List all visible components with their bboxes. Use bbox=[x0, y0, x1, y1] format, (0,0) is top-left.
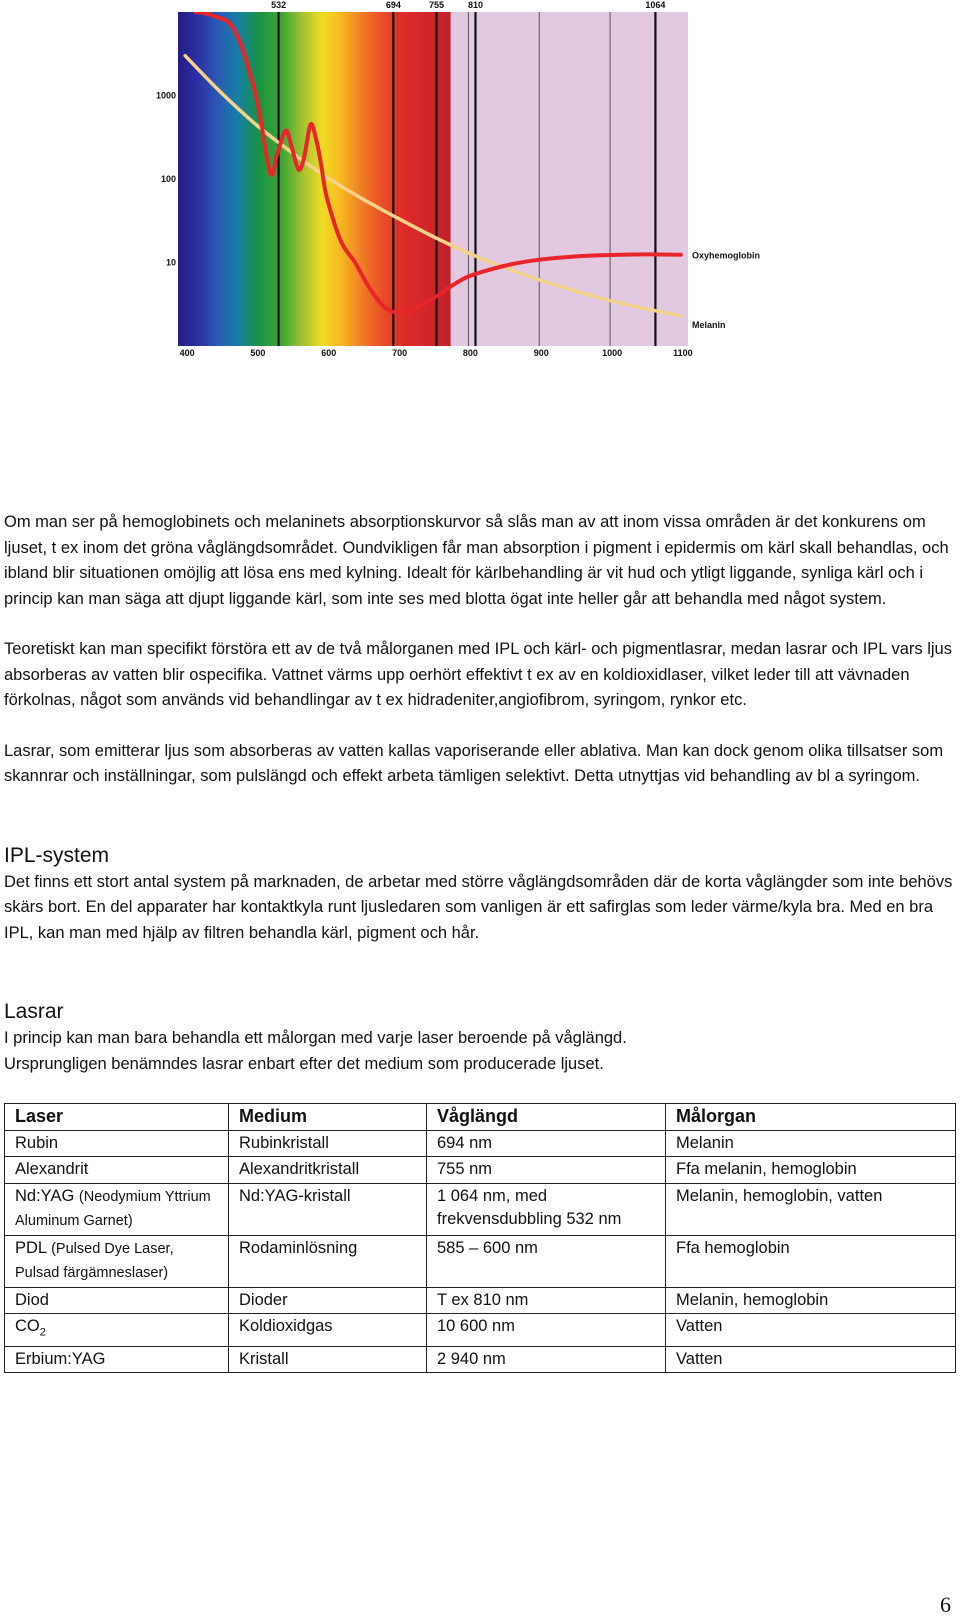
laser-label: 810 bbox=[467, 0, 484, 10]
cell-laser: Rubin bbox=[5, 1130, 229, 1157]
cell-wavelength: 2 940 nm bbox=[427, 1346, 666, 1373]
ipl-section bbox=[4, 842, 954, 947]
x-tick-label: 1100 bbox=[673, 348, 693, 358]
cell-target: Ffa melanin, hemoglobin bbox=[666, 1157, 956, 1184]
table-header-row bbox=[5, 1104, 956, 1131]
paragraph-ablative: Lasrar, som emitterar ljus som absorberas av vatten kallas vaporiserande eller ablativa. Man kan dock genom olika tillsatser som skannrar och inställningar, som pulslängd och effekt arbeta tämligen selektivt. Detta utnyttjas vid behandling av bl a syringom. bbox=[4, 741, 944, 785]
cell-target: Vatten bbox=[666, 1346, 956, 1373]
laser-note: (Pulsed Dye Laser, Pulsad färgämneslaser) bbox=[15, 1240, 174, 1281]
cell-target: Melanin, hemoglobin bbox=[666, 1287, 956, 1314]
cell-medium: Rodaminlösning bbox=[229, 1235, 427, 1287]
lasrar-paragraph-2: Ursprungligen benämndes lasrar enbart efter det medium som producerade ljuset. bbox=[4, 1054, 604, 1073]
table-header-laser: Laser bbox=[5, 1104, 229, 1131]
table-row bbox=[5, 1157, 956, 1184]
laser-label: 755 bbox=[429, 0, 445, 10]
cell-medium: Rubinkristall bbox=[229, 1130, 427, 1157]
cell-laser: $CO_2$ bbox=[5, 1314, 229, 1347]
lasrar-heading: Lasrar bbox=[4, 1000, 64, 1023]
y-tick-label: 100 bbox=[160, 174, 176, 184]
table-row bbox=[5, 1314, 956, 1347]
paragraph-absorption: Om man ser på hemoglobinets och melaninets absorptionskurvor så slås man av att inom vissa områden är det konkurens om ljuset, t ex inom det gröna våglängdsområdet. Oundvikligen får man absorption i pigment i epidermis om kärl skall behandlas, och ibland blir situationen omöjlig att lösa ens med kylning. Idealt för kärlbehandling är vit hud och ytligt liggande, synliga kärl och i princip kan man säga att djupt liggande kärl, som inte ses med blotta ögat inte heller går att behandla med något system. bbox=[4, 513, 949, 608]
table-row bbox=[5, 1130, 956, 1157]
cell-wavelength: 1 064 nm, med frekvensdubbling 532 nm bbox=[427, 1183, 666, 1235]
ipl-paragraph: Det finns ett stort antal system på marknaden, de arbetar med större våglängdsområden där de korta våglängder som inte behövs skärs bort. En del apparater har kontaktkyla runt ljusledaren som vanligen är ett safirglas som leder värme/kyla bra. Med en bra IPL, kan man med hjälp av filtren behandla kärl, pigment och hår. bbox=[4, 872, 953, 942]
cell-laser: Alexandrit bbox=[5, 1157, 229, 1184]
cell-medium: Nd:YAG-kristall bbox=[229, 1183, 427, 1235]
visible-spectrum-band bbox=[178, 12, 451, 346]
laser-table bbox=[4, 1103, 956, 1373]
y-tick-label: 1000 bbox=[155, 90, 176, 101]
cell-medium: Alexandritkristall bbox=[229, 1157, 427, 1184]
cell-medium: Dioder bbox=[229, 1287, 427, 1314]
cell-medium: Koldioxidgas bbox=[229, 1314, 427, 1347]
infrared-band bbox=[451, 12, 688, 346]
cell-target: Melanin bbox=[666, 1130, 956, 1157]
laser-label: 532 bbox=[271, 0, 287, 10]
table-row bbox=[5, 1346, 956, 1373]
page-number: 6 bbox=[940, 1592, 951, 1617]
oxyhemoglobin-legend-label: Oxyhemoglobin bbox=[692, 250, 761, 261]
cell-laser: Nd:YAG (Neodymium Yttrium Aluminum Garnet) bbox=[5, 1183, 229, 1235]
cell-target: Melanin, hemoglobin, vatten bbox=[666, 1183, 956, 1235]
absorption-chart bbox=[150, 0, 761, 380]
cell-wavelength: T ex 810 nm bbox=[427, 1287, 666, 1314]
laser-note: (Neodymium Yttrium Aluminum Garnet) bbox=[15, 1188, 211, 1229]
laser-label: 694 bbox=[385, 0, 401, 10]
cell-laser: Diod bbox=[5, 1287, 229, 1314]
cell-wavelength: 10 600 nm bbox=[427, 1314, 666, 1347]
paragraph-theory: Teoretiskt kan man specifikt förstöra ett av de två målorganen med IPL och kärl- och pigmentlasrar, medan lasrar och IPL vars ljus absorberas av vatten blir ospecifika. Vattnet värms upp oerhört effektivt t ex av en koldioxidlaser, vilket leder till att vävnaden förkolnas, något som används vid behandlingar av t ex hidradeniter,angiofibrom, syringom, rynkor etc. bbox=[4, 640, 952, 709]
cell-wavelength: 585 – 600 nm bbox=[427, 1235, 666, 1287]
table-header-medium: Medium bbox=[229, 1104, 427, 1131]
y-tick-label: 10 bbox=[165, 257, 176, 268]
table-row bbox=[5, 1235, 956, 1287]
x-tick-label: 1000 bbox=[602, 348, 623, 358]
cell-laser: Erbium:YAG bbox=[5, 1346, 229, 1373]
cell-wavelength: 755 nm bbox=[427, 1157, 666, 1184]
x-axis bbox=[180, 348, 693, 358]
lasrar-paragraph-1: I princip kan man bara behandla ett målorgan med varje laser beroende på våglängd. bbox=[4, 1029, 627, 1047]
ipl-heading: IPL-system bbox=[4, 843, 110, 867]
cell-medium: Kristall bbox=[229, 1346, 427, 1373]
x-tick-label: 500 bbox=[250, 348, 266, 358]
x-tick-label: 900 bbox=[533, 348, 549, 358]
cell-target: Vatten bbox=[666, 1314, 956, 1347]
cell-wavelength: 694 nm bbox=[427, 1130, 666, 1157]
melanin-legend-label: Melanin bbox=[692, 319, 726, 330]
legend bbox=[692, 251, 760, 330]
x-tick-label: 600 bbox=[321, 348, 337, 358]
y-axis bbox=[156, 91, 176, 268]
table-header-wavelength: Våglängd bbox=[427, 1104, 666, 1131]
subscript: 2 bbox=[39, 1326, 46, 1339]
laser-label: 1064 bbox=[645, 0, 666, 10]
cell-laser: PDL (Pulsed Dye Laser, Pulsad färgämneslaser) bbox=[5, 1235, 229, 1287]
x-tick-label: 700 bbox=[392, 348, 408, 358]
table-row bbox=[5, 1287, 956, 1314]
x-tick-label: 800 bbox=[462, 348, 478, 358]
laser-labels bbox=[271, 0, 665, 10]
x-tick-label: 400 bbox=[179, 348, 195, 358]
table-row bbox=[5, 1183, 956, 1235]
lasrar-section bbox=[4, 998, 954, 1077]
cell-target: Ffa hemoglobin bbox=[666, 1235, 956, 1287]
document-body bbox=[4, 510, 954, 1373]
table-header-target: Målorgan bbox=[666, 1104, 956, 1131]
